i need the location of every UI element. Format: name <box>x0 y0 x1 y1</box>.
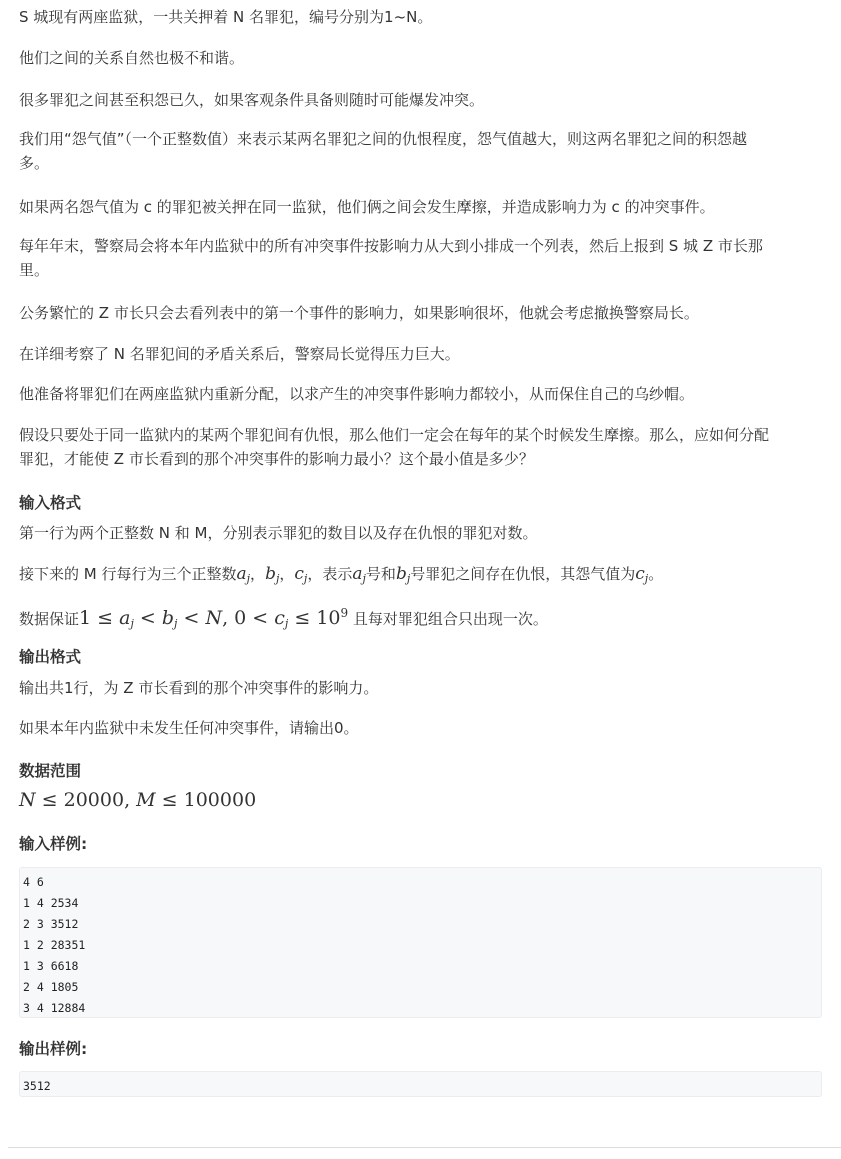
input-format-line-3 <box>19 602 822 635</box>
description-paragraph-2: 他们之间的关系自然也极不和谐。 <box>19 49 245 67</box>
description-paragraph-6 <box>19 235 822 281</box>
description-paragraph-9: 他准备将罪犯们在两座监狱内重新分配，以求产生的冲突事件影响力都较小，从而保住自己的乌纱帽。 <box>19 385 695 403</box>
data-range-formula <box>19 789 822 812</box>
description-paragraph-4-line-2: 多。 <box>19 154 50 172</box>
description-paragraph-10 <box>19 424 822 470</box>
sample-output-heading: 输出样例: <box>19 1040 88 1058</box>
input-format-line-2-prefix: 接下来的 M 行每行为三个正整数 <box>19 565 237 583</box>
sample-input-heading: 输入样例: <box>19 835 88 853</box>
formula-c-j: $c_j$ <box>294 564 308 585</box>
description-paragraph-4 <box>19 128 822 174</box>
output-format-heading: 输出格式 <box>19 648 82 666</box>
period: 。 <box>648 565 664 583</box>
separator: ， <box>279 565 295 583</box>
input-format-line-3-suffix: 且每对罪犯组合只出现一次。 <box>348 610 548 628</box>
formula-b-j-2: $b_j$ <box>395 564 411 585</box>
description-paragraph-6-line-2: 里。 <box>19 261 50 279</box>
data-range-math: N ≤ 20000, M ≤ 100000 <box>19 789 257 811</box>
bottom-divider <box>8 1147 841 1148</box>
constraint-formula: $1 \le a_j < b_j < N$, $0 < c_j \le 10^9$ <box>79 606 349 630</box>
sample-output-code: 3512 <box>19 1071 822 1097</box>
data-range-heading: 数据范围 <box>19 762 82 780</box>
formula-b-j: $b_j$ <box>265 564 280 585</box>
description-paragraph-6-line-1: 每年年末，警察局会将本年内监狱中的所有冲突事件按影响力从大到小排成一个列表，然后上报到 S 城 Z 市长那 <box>19 237 763 255</box>
input-format-line-2 <box>19 563 822 590</box>
formula-a-j: $a_j$ <box>236 564 251 585</box>
input-format-line-3-prefix: 数据保证 <box>19 610 80 628</box>
sample-input-code: 4 6 1 4 2534 2 3 3512 1 2 28351 1 3 6618 2 4 1805 3 4 12884 <box>19 867 822 1018</box>
input-format-line-1: 第一行为两个正整数 N 和 M，分别表示罪犯的数目以及存在仇恨的罪犯对数。 <box>19 524 538 542</box>
description-paragraph-4-line-1: 我们用“怨气值”（一个正整数值）来表示某两名罪犯之间的仇恨程度，怨气值越大，则这两名罪犯之间的积怨越 <box>19 130 748 148</box>
description-paragraph-3: 很多罪犯之间甚至积怨已久，如果客观条件具备则随时可能爆发冲突。 <box>19 91 485 109</box>
separator: ， <box>250 565 266 583</box>
output-format-line-2: 如果本年内监狱中未发生任何冲突事件，请输出0。 <box>19 719 359 737</box>
input-format-line-2-mid-2: 号罪犯之间存在仇恨，其怨气值为 <box>410 565 636 583</box>
separator: ，表示 <box>307 565 353 583</box>
output-format-line-1: 输出共1行，为 Z 市长看到的那个冲突事件的影响力。 <box>19 679 379 697</box>
formula-c-j-2: $c_j$ <box>635 564 649 585</box>
input-format-heading: 输入格式 <box>19 494 82 512</box>
description-paragraph-7: 公务繁忙的 Z 市长只会去看列表中的第一个事件的影响力，如果影响很坏，他就会考虑撤换警察局长。 <box>19 304 699 322</box>
description-paragraph-1: S 城现有两座监狱，一共关押着 N 名罪犯，编号分别为1~N。 <box>19 8 433 26</box>
description-paragraph-8: 在详细考察了 N 名罪犯间的矛盾关系后，警察局长觉得压力巨大。 <box>19 345 460 363</box>
formula-a-j-2: $a_j$ <box>352 564 366 585</box>
input-format-line-2-mid-1: 号和 <box>365 565 396 583</box>
description-paragraph-10-line-1: 假设只要处于同一监狱内的某两个罪犯间有仇恨，那么他们一定会在每年的某个时候发生摩擦。那么，应如何分配 <box>19 426 770 444</box>
description-paragraph-5: 如果两名怨气值为 c 的罪犯被关押在同一监狱，他们俩之间会发生摩擦，并造成影响力为 c 的冲突事件。 <box>19 198 715 216</box>
description-paragraph-10-line-2: 罪犯，才能使 Z 市长看到的那个冲突事件的影响力最小？这个最小值是多少？ <box>19 450 534 468</box>
